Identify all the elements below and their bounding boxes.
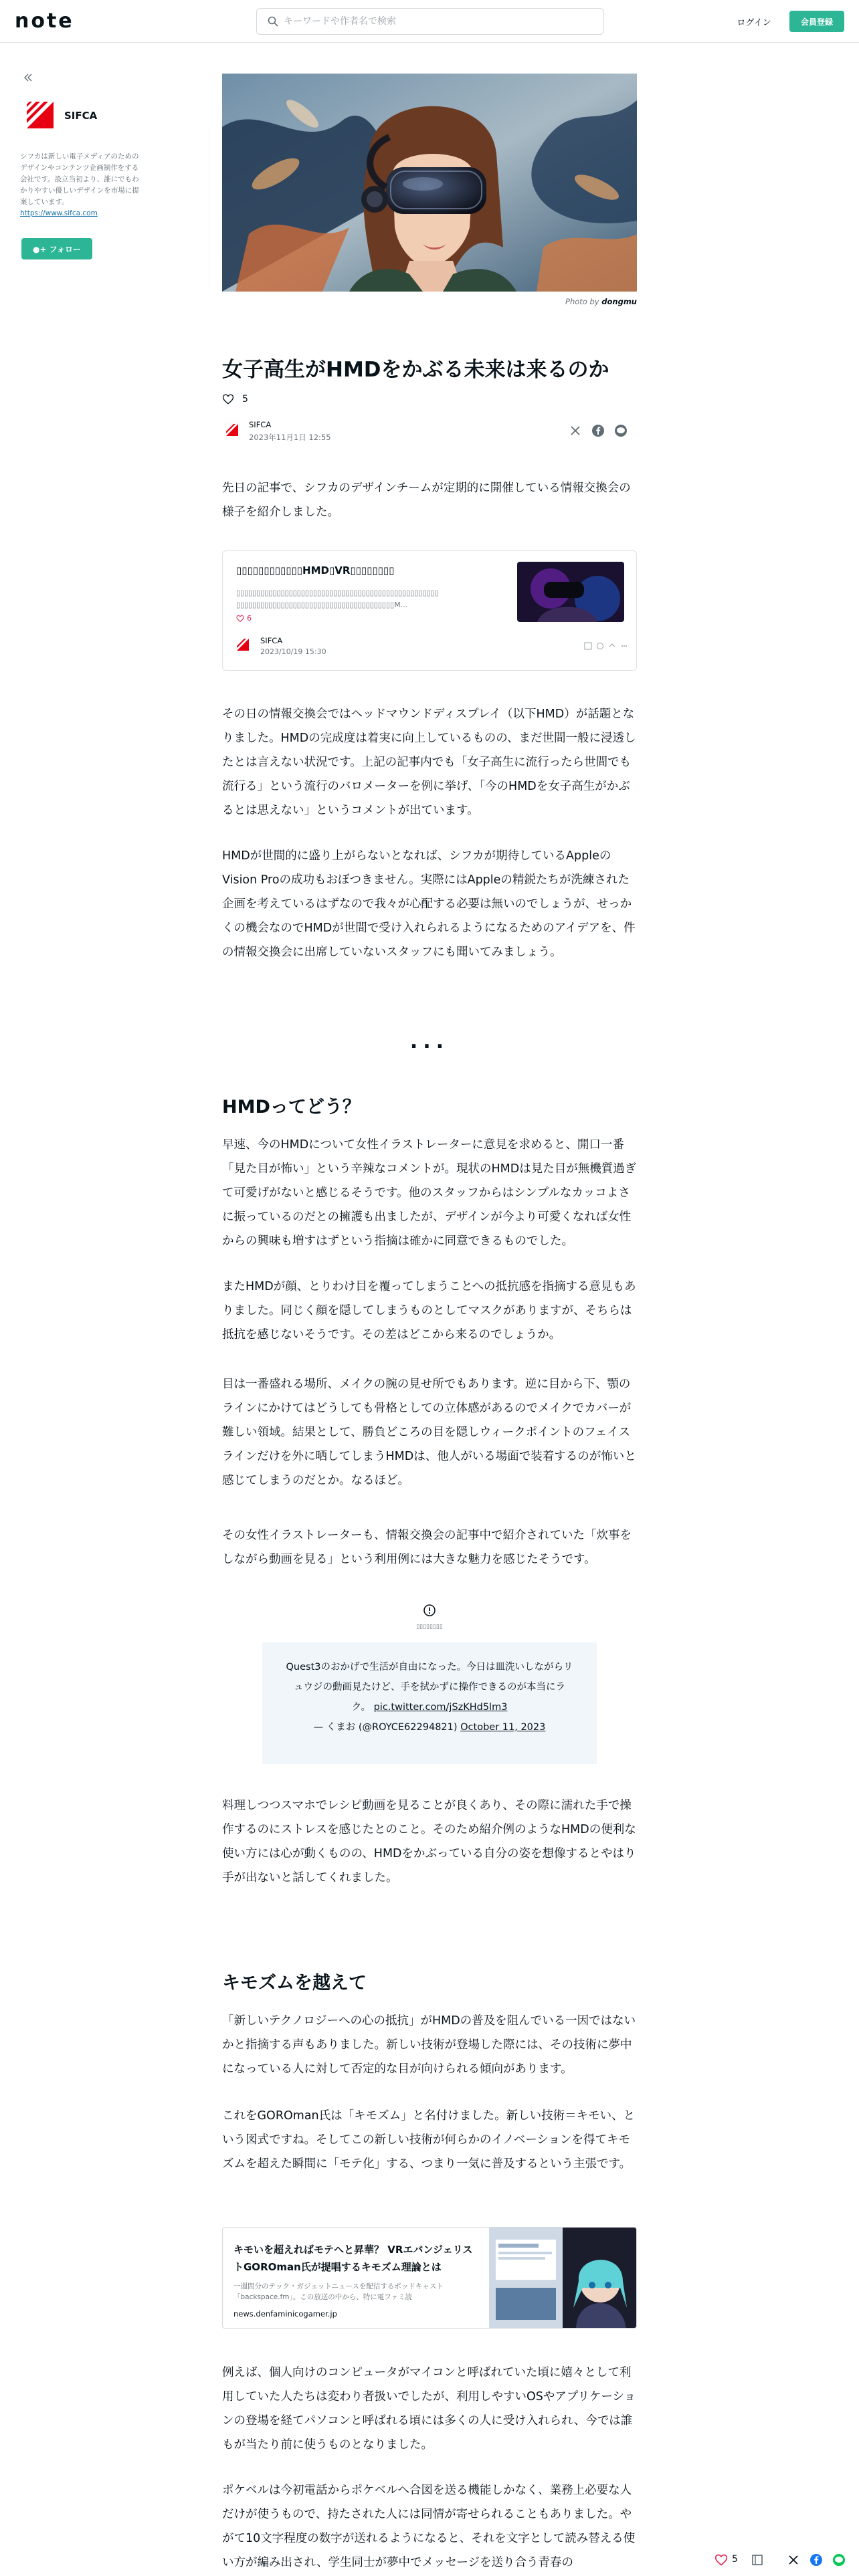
embedded-note-card[interactable]: [222, 550, 637, 671]
person-add-icon: ●+: [32, 244, 47, 254]
heart-icon[interactable]: [222, 393, 234, 405]
article-author-name[interactable]: SIFCA: [249, 420, 272, 429]
floating-facebook-icon[interactable]: [809, 2553, 823, 2567]
tweet-pic-link[interactable]: pic.twitter.com/jSzKHd5lm3: [373, 1702, 508, 1713]
follow-button[interactable]: [21, 238, 92, 259]
hero-image: [222, 74, 637, 292]
creator-description: [20, 151, 142, 219]
tweet-footer: [285, 1717, 574, 1737]
paragraph-7: 料理しつつスマホでレシピ動画を見ることが良くあり、その際に濡れた手で操作するのにストレスを感じたとのこと。そのため紹介例のようなHMDの便利な使い方には心が動くものの、HMDをかぶっている自分の姿を想像するとやはり手が出ないと話してくれました。: [222, 1799, 636, 1885]
tweet-date-link[interactable]: October 11, 2023: [460, 1722, 546, 1733]
embed-thumbnail-image: [517, 562, 624, 622]
paragraph-1: その日の情報交換会ではヘッドマウンドディスプレイ（以下HMD）が話題となりました。HMDの完成度は着実に向上しているものの、まだ世間一般に浸透したとは言えない状況です。上記の記事内でも「女子高生に流行ったら世間でも流行る」という流行のバロメーターを例に挙げ、「今のHMDを女子高生がかぶるとは思えない」というコメントが出ています。: [222, 708, 636, 817]
search-icon: [268, 16, 278, 27]
follow-button-label: フォロー: [49, 244, 82, 254]
embed-author-avatar[interactable]: [236, 638, 250, 651]
paragraph-2: HMDが世間的に盛り上がらないとなれば、シフカが期待しているAppleのVision Proの成功もおぼつきません。実際にはAppleの精鋭たちが洗練された企画を考えているはずなので我々が心配する必要は無いのでしょうが、せっかくの機会なのでHMDが世間で受け入れられるようになるためのアイデアを、件の情報交換会に出席していないスタッフにも聞いてみましょう。: [222, 849, 636, 959]
floating-action-bar: [709, 2549, 859, 2571]
article-like-count[interactable]: 5: [242, 394, 248, 405]
tweet-warning-text: ▯▯▯▯▯▯▯▯: [416, 1624, 443, 1630]
paragraph-5: 目は一番盛れる場所、メイクの腕の見せ所でもあります。逆に目から下、顎のラインにかけてはどうしても骨格としての立体感があるのでメイクでカバーが難しい領域。結果として、勝負どころの目を隠しウィークポイントのフェイスラインだけを外に晒してしまうHMDは、他人がいる場面で装着するのが怖いと感じてしまうのだとか。なるほど。: [222, 1378, 636, 1487]
embed-more-icon[interactable]: [620, 642, 628, 650]
paragraph-9: これをGOROman氏は「キモズム」と名付けました。新しい技術＝キモい、という図式ですね。そしてこの新しい技術が何らかのイノベーションを得てキモズムを超えた瞬間に「モテ化」する、つまり一気に普及するという主張です。: [222, 2109, 636, 2171]
creator-description-text: シフカは新しい電子メディアのためのデザインやコンテンツ企画制作をする会社です。設立当初より、誰にでもわかりやすい優しいデザインを市場に提案しています。: [20, 152, 139, 206]
embed-like-count: 6: [247, 614, 252, 623]
paragraph-8: 「新しいテクノロジーへの心の抵抗」がHMDの普及を阻んでいる一因ではないかと指摘する声もありました。新しい技術が登場した際には、その技術に夢中になっている人に対して否定的な目が向けられる傾向があります。: [222, 2014, 636, 2076]
floating-magazine-icon[interactable]: [751, 2553, 764, 2567]
creator-website-link[interactable]: https://www.sifca.com: [20, 209, 98, 217]
collapse-double-chevron-icon[interactable]: [23, 72, 33, 83]
article-title: 女子高生がHMDをかぶる未来は来るのか: [222, 358, 609, 382]
embed-share-icon[interactable]: [608, 642, 616, 650]
photo-credit-name[interactable]: dongmu: [601, 297, 637, 306]
author-avatar[interactable]: [225, 423, 240, 437]
article-intro: 先日の記事で、シフカのデザインチームが定期的に開催している情報交換会の様子を紹介しました。: [222, 481, 631, 519]
article-like-row: [222, 392, 248, 407]
photo-credit-prefix: Photo by: [565, 297, 599, 306]
floating-heart-icon[interactable]: [714, 2553, 728, 2567]
x-share-icon[interactable]: [569, 424, 582, 437]
heading-hmd: HMDってどう？: [222, 1097, 361, 1117]
embed-bookmark-icon[interactable]: [584, 642, 592, 650]
tweet-body: [285, 1657, 574, 1717]
search-box[interactable]: [256, 8, 604, 35]
floating-line-icon[interactable]: [832, 2553, 846, 2567]
link-card-domain: news.denfaminicogamer.jp: [233, 2309, 337, 2319]
embed-heart-icon: [236, 615, 244, 623]
paragraph-11: ポケベルは今初電話からポケベルへ合図を送る機能しかなく、業務上必要な人だけが使うもので、持たされた人には同情が寄せられることもありました。やがて10文字程度の数字が送れるようになると、それを文字として読み替える使い方が編み出され、学生同士が夢中でメッセージを送り合う青春の: [222, 2484, 636, 2569]
sifca-logo-icon[interactable]: [27, 102, 54, 128]
article-author-row: [222, 419, 637, 445]
external-link-card[interactable]: [222, 2227, 637, 2329]
link-card-title[interactable]: キモいを超えればモテへと昇華？ VRエバンジェリストGOROman氏が提唱するキモズム理論とは: [233, 2244, 473, 2273]
embedded-tweet[interactable]: [262, 1642, 597, 1764]
photo-credit: [222, 297, 637, 306]
embed-comment-icon[interactable]: [596, 642, 604, 650]
embed-thumbnail[interactable]: [517, 562, 624, 622]
signup-button[interactable]: 会員登録: [789, 11, 844, 32]
paragraph-3: 早速、今のHMDについて女性イラストレーターに意見を求めると、開口一番「見た目が怖い」という辛辣なコメントが。現状のHMDは見た目が無機質過ぎて可愛げがないと感じるそうです。他のスタッフからはシンプルなカッコよさに振っているのだとの擁護も出ましたが、デザインが今より可愛くなれば女性からの興味も増すはずという指摘は確かに同意できるものでした。: [222, 1138, 637, 1248]
login-button[interactable]: ログイン: [724, 11, 784, 31]
facebook-share-icon[interactable]: [591, 424, 605, 437]
line-share-icon[interactable]: [614, 424, 628, 437]
section-divider: ...: [409, 1030, 450, 1053]
link-card-description: 一週間分のテック・ガジェットニュースを配信するポッドキャスト「backspace.fm」。この放送の中から、特に電ファミ読: [233, 2282, 444, 2301]
info-icon: [423, 1604, 436, 1617]
search-input[interactable]: [284, 9, 598, 34]
link-card-thumbnail: [489, 2228, 637, 2329]
embed-action-icons: [584, 642, 628, 650]
paragraph-4: またHMDが顔、とりわけ目を覆ってしまうことへの抵抗感を指摘する意見もありました。同じく顔を隠してしまうものとしてマスクがありますが、そちらは抵抗を感じないそうです。その差はどこから来るのでしょうか。: [222, 1280, 636, 1341]
creator-name[interactable]: SIFCA: [64, 110, 98, 122]
tweet-warning: [222, 1604, 637, 1630]
note-logo[interactable]: note: [15, 9, 74, 33]
embed-title[interactable]: ▯▯▯▯▯▯▯▯▯▯▯▯HMD▯VR▯▯▯▯▯▯▯▯: [236, 564, 395, 576]
paragraph-10: 例えば、個人向けのコンピュータがマイコンと呼ばれていた頃に嬉々として利用していた人たちは変わり者扱いでしたが、利用しやすいOSやアプリケーションの登場を経てパソコンと呼ばれる頃には多くの人に受け入れられ、今では誰もが当たり前に使うものとなりました。: [222, 2366, 636, 2452]
embed-like[interactable]: [236, 614, 252, 623]
embed-description-line-1: ▯▯▯▯▯▯▯▯▯▯▯▯▯▯▯▯▯▯▯▯▯▯▯▯▯▯▯▯▯▯▯▯▯▯▯▯▯▯▯▯▯▯▯▯▯▯▯▯▯▯: [236, 588, 439, 597]
floating-like-count[interactable]: 5: [732, 2554, 738, 2565]
tweet-author: — くまお (@ROYCE62294821): [313, 1722, 458, 1733]
hero-illustration: [222, 74, 637, 292]
embed-description: [236, 587, 504, 611]
embed-author-name[interactable]: SIFCA: [260, 636, 283, 645]
top-header: [0, 0, 859, 43]
tweet-text: Quest3のおかげで生活が自由になった。今日は皿洗いしながらリュウジの動画見たけど、手を拭かずに操作できるのが本当にラク。: [286, 1662, 573, 1713]
embed-date: 2023/10/19 15:30: [260, 647, 326, 656]
heading-kimozumu: キモズムを越えて: [222, 1973, 367, 1994]
paragraph-6: その女性イラストレーターも、情報交換会の記事中で紹介されていた「炊事をしながら動画を見る」という利用例には大きな魅力を感じたそうです。: [222, 1529, 632, 1566]
article-date: 2023年11月1日 12:55: [249, 433, 331, 442]
floating-x-icon[interactable]: [787, 2553, 800, 2567]
embed-description-line-2: ▯▯▯▯▯▯▯▯▯▯▯▯▯▯▯▯▯▯▯▯▯▯▯▯▯▯▯▯▯▯▯▯▯▯▯▯▯▯▯M...: [236, 601, 408, 609]
